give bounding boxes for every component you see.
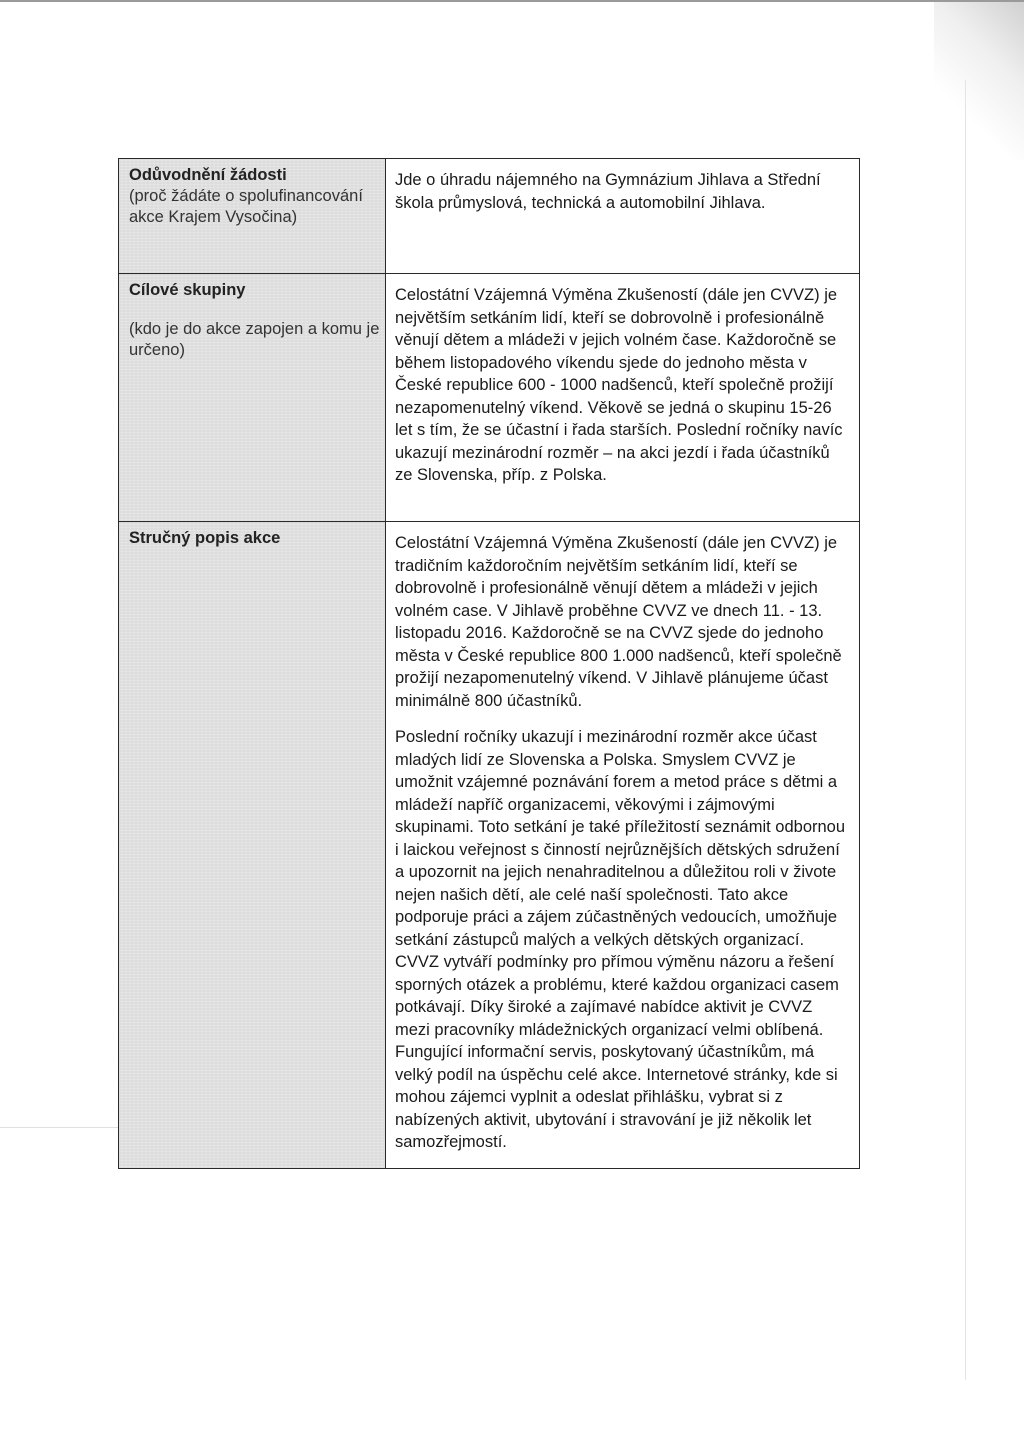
row-label-title: Odůvodnění žádosti [129,166,287,184]
table-row [119,522,860,1169]
scan-top-edge [0,0,1024,2]
scan-corner-shadow [934,0,1024,160]
row-label-subtitle: (kdo je do akce zapojen a komu je určeno) [129,320,380,359]
label-cell [119,159,386,274]
value-cell [386,274,860,522]
label-cell [119,274,386,522]
row-value-text: Celostátní Vzájemná Výměna Zkušeností (dále jen CVVZ) je největším setkáním lidí, kteří se dobrovolně i profesionálně věnují dětem a mládeži v jejich volném čase. Každoročně se během listopadového víkendu sjede do jednoho města v České republice 600 - 1000 nadšenců, kteří společně prožijí nezapomenutelný víkend. Věkově se jedná o skupinu 15-26 let s tím, že se účastní i řada starších. Poslední ročníky navíc ukazují mezinárodní rozměr – na akci jezdí i řada účastníků ze Slovenska, příp. z Polska. [395,286,843,484]
row-value-text: Jde o úhradu nájemného na Gymnázium Jihlava a Střední škola průmyslová, technická a automobilní Jihlava. [395,171,821,212]
label-cell [119,522,386,1169]
value-cell [386,522,860,1169]
table-row [119,159,860,274]
row-label-title: Cílové skupiny [129,281,246,299]
row-label-subtitle: (proč žádáte o spolufinancování akce Krajem Vysočina) [129,187,363,226]
row-value-text: Celostátní Vzájemná Výměna Zkušeností (dále jen CVVZ) je tradičním každoročním největším setkáním lidí, kteří se dobrovolně i profesionálně věnují dětem a mládeži v jejich volném case. V Jihlavě proběhne CVVZ ve dnech 11. - 13. listopadu 2016. Každoročně se na CVVZ sjede do jednoho města v České republice 800 1.000 nadšenců, kteří společně prožijí nezapomenutelný víkend. V Jihlavě plánujeme účast minimálně 800 účastníků. [395,534,842,710]
row-label-title: Stručný popis akce [129,529,281,547]
application-form-table [118,158,860,1169]
value-cell [386,159,860,274]
scan-bleed-line [0,1127,118,1128]
row-value-text-continued: Poslední ročníky ukazují i mezinárodní rozměr akce účast mladých lidí ze Slovenska a Polska. Smyslem CVVZ je umožnit vzájemné poznávání forem a metod práce s dětmi a mládeží napříč organizacemi, věkovými i zájmovými skupinami. Toto setkání je také příležitostí seznámit odbornou i laickou veřejnost s činností nejrůznějších dětských sdružení a upozornit na jejich nenahraditelnou a důležitou roli v živote nejen našich dětí, ale celé naší společnosti. Tato akce podporuje práci a zájem zúčastněných vedoucích, umožňuje setkání zástupců malých a velkých dětských organizací. CVVZ vytváří podmínky pro přímou výměnu názoru a řešení sporných otázek a problému, které každou organizaci casem potkávají. Díky široké a zajímavé nabídce aktivit je CVVZ mezi pracovníky mládežnických organizací velmi oblíbená. Fungující informační servis, poskytovaný účastníkům, má velký podíl na úspěchu celé akce. Internetové stránky, kde si mohou zájemci vyplnit a odeslat přihlášku, vybrat si z nabízených aktivit, ubytování i stravování je již několik let samozřejmostí. [395,728,846,1151]
table-row [119,274,860,522]
scan-right-edge [965,80,966,1380]
